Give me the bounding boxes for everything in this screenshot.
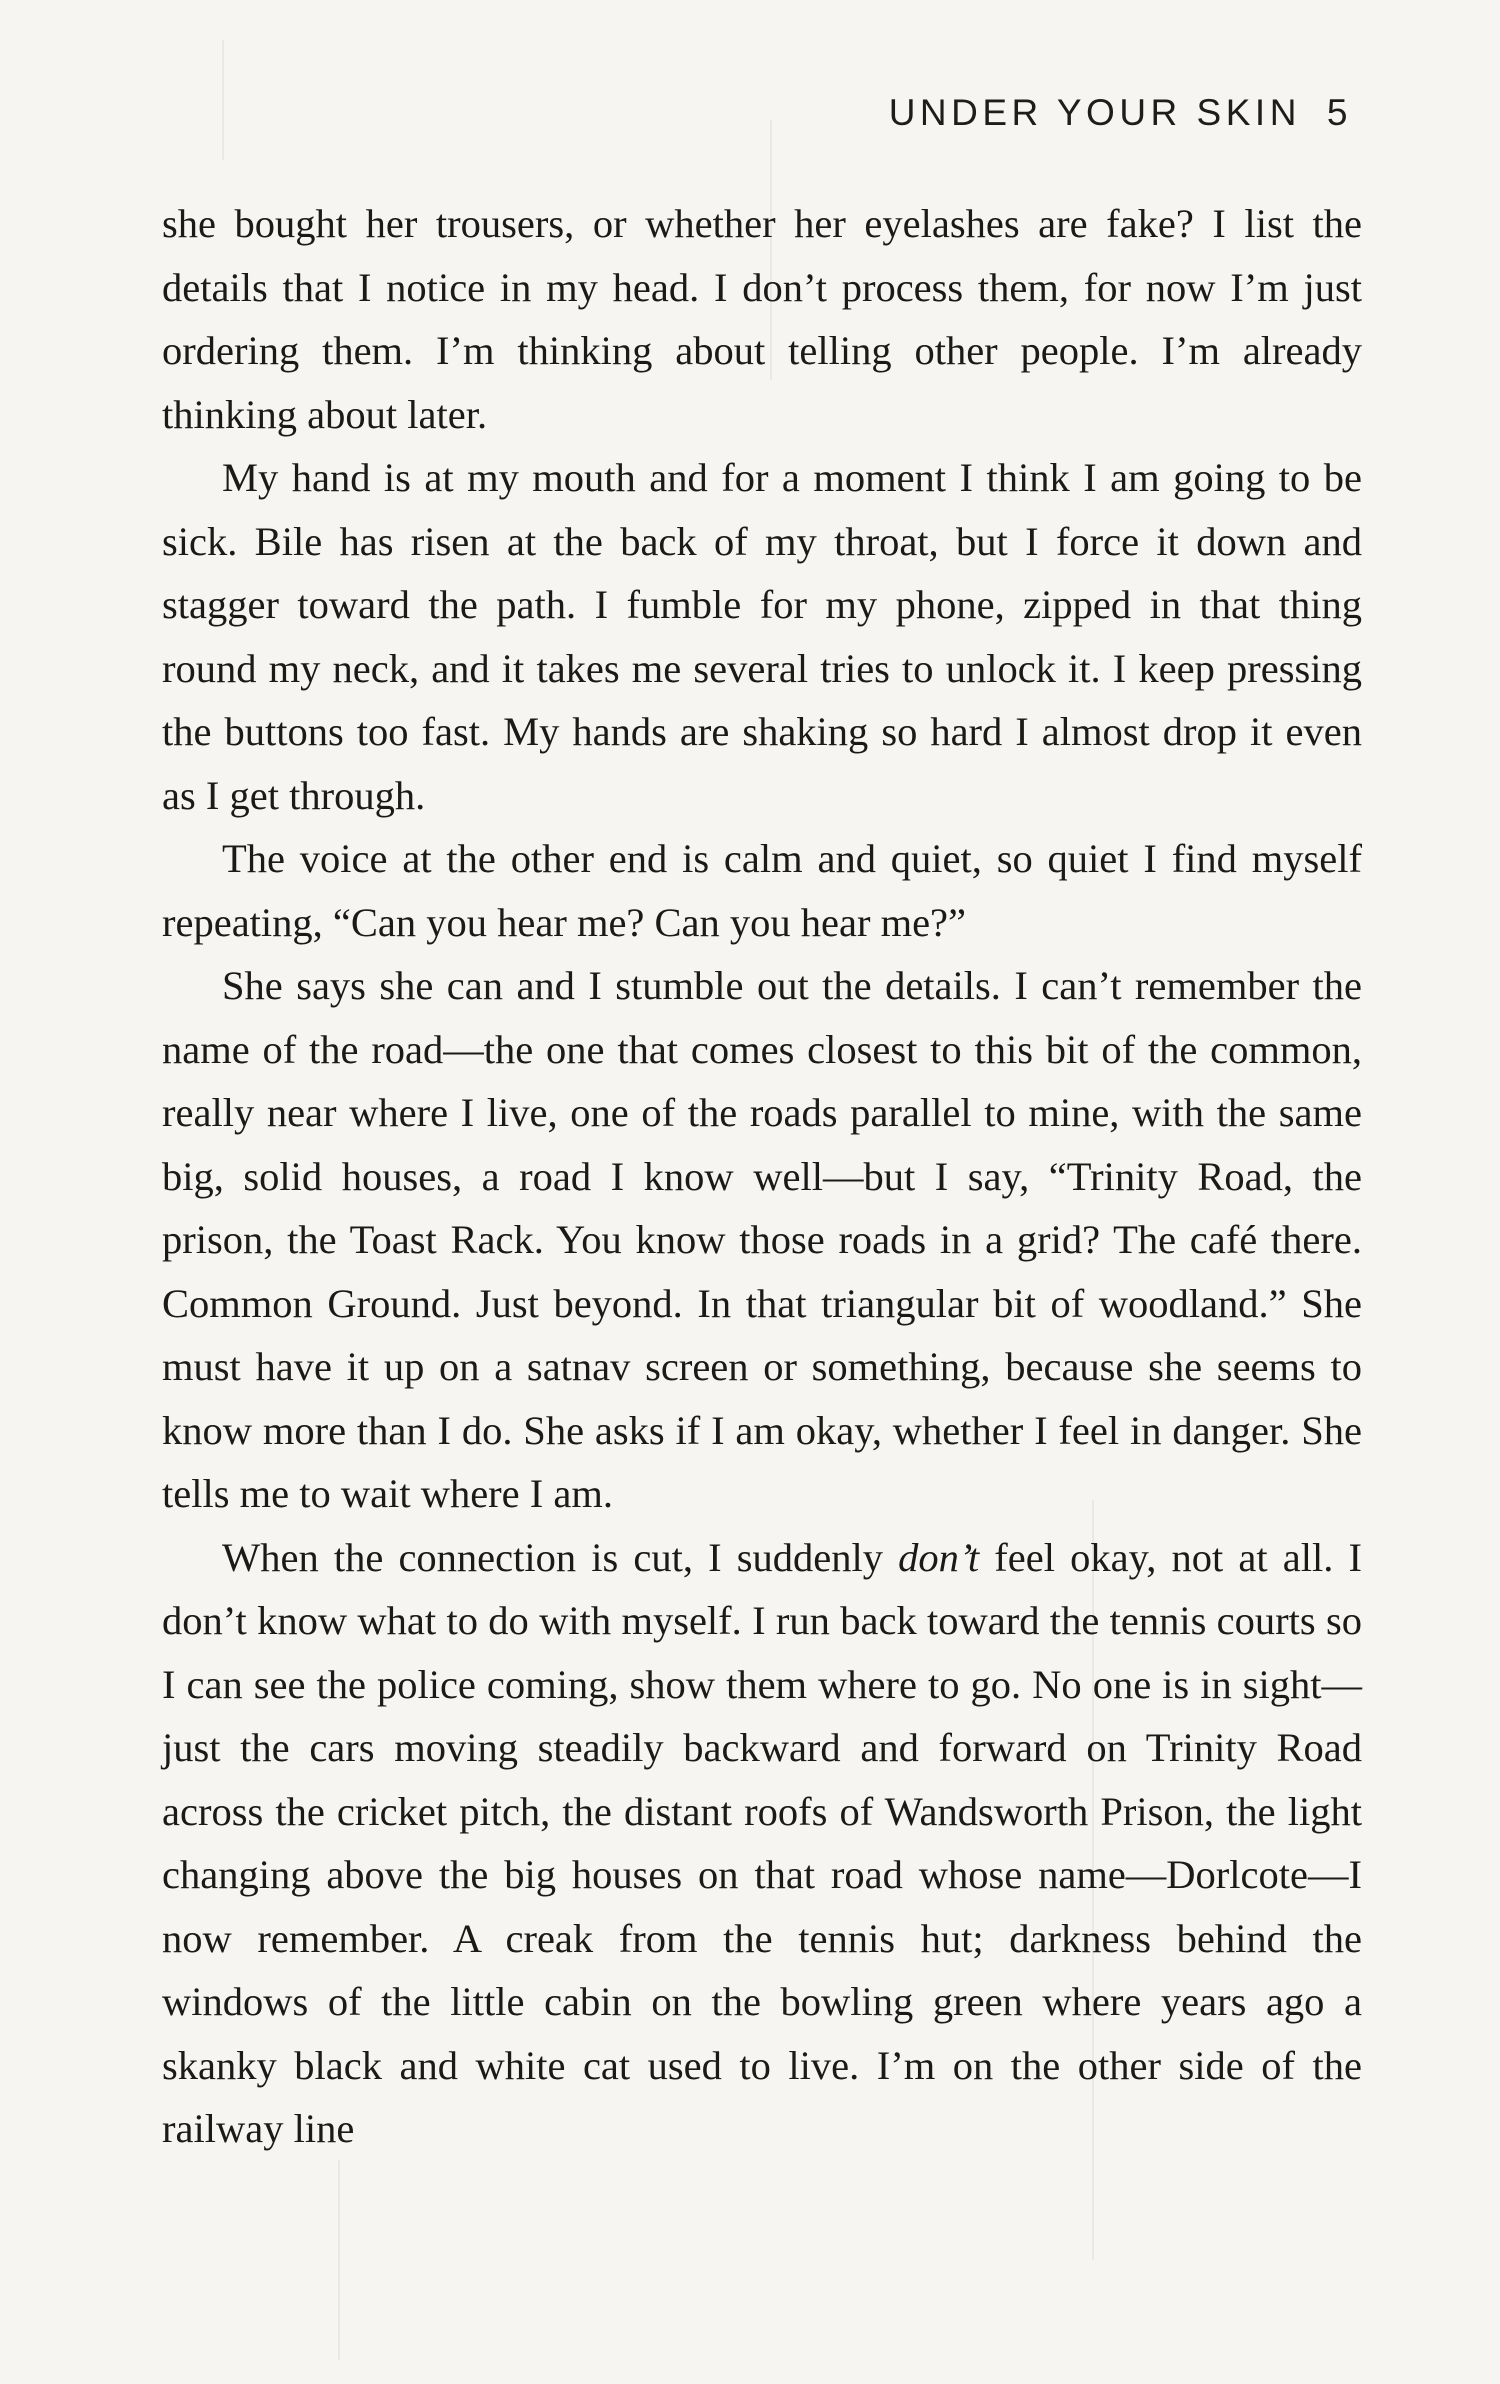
paragraph-text: When the connection is cut, I suddenly (222, 1534, 899, 1580)
scan-artifact (222, 40, 224, 160)
body-text (162, 192, 1362, 2161)
paragraph: My hand is at my mouth and for a moment I think I am going to be sick. Bile has risen at the back of my throat, but I force it down and stagger toward the path. I fumble for my phone, zipped in that thing round my neck, and it takes me several tries to unlock it. I keep pressing the buttons too fast. My hands are shaking so hard I almost drop it even as I get through. (162, 455, 1362, 818)
paragraph: She says she can and I stumble out the details. I can’t remember the name of the road—the one that comes closest to this bit of the common, really near where I live, one of the roads parallel to mine, with the same big, solid houses, a road I know well—but I say, “Trinity Road, the prison, the Toast Rack. You know those roads in a grid? The café there. Common Ground. Just beyond. In that triangular bit of woodland.” She must have it up on a satnav screen or something, because she seems to know more than I do. She asks if I am okay, whether I feel in danger. She tells me to wait where I am. (162, 963, 1362, 1516)
paragraph: she bought her trousers, or whether her eyelashes are fake? I list the details that I notice in my head. I don’t process them, for now I’m just ordering them. I’m thinking about telling other people. I’m already thinking about later. (162, 201, 1362, 437)
scan-artifact (338, 2160, 340, 2360)
page-number: 5 (1326, 92, 1352, 133)
running-header (889, 92, 1352, 134)
paragraph-text: feel okay, not at all. I don’t know what to do with myself. I run back toward the tennis courts so I can see the police coming, show them where to go. No one is in sight—just the cars moving steadily backward and forward on Trinity Road across the cricket pitch, the distant roofs of Wandsworth Prison, the light changing above the big houses on that road whose name—Dorlcote—I now remember. A creak from the tennis hut; darkness behind the windows of the little cabin on the bowling green where years ago a skanky black and white cat used to live. I’m on the other side of the railway line (162, 1534, 1362, 2151)
emphasis-text: don’t (898, 1534, 980, 1580)
paragraph: The voice at the other end is calm and quiet, so quiet I find myself repeating, “Can you hear me? Can you hear me?” (162, 836, 1362, 945)
book-title: UNDER YOUR SKIN (888, 92, 1301, 133)
paragraph (162, 1526, 1362, 2161)
